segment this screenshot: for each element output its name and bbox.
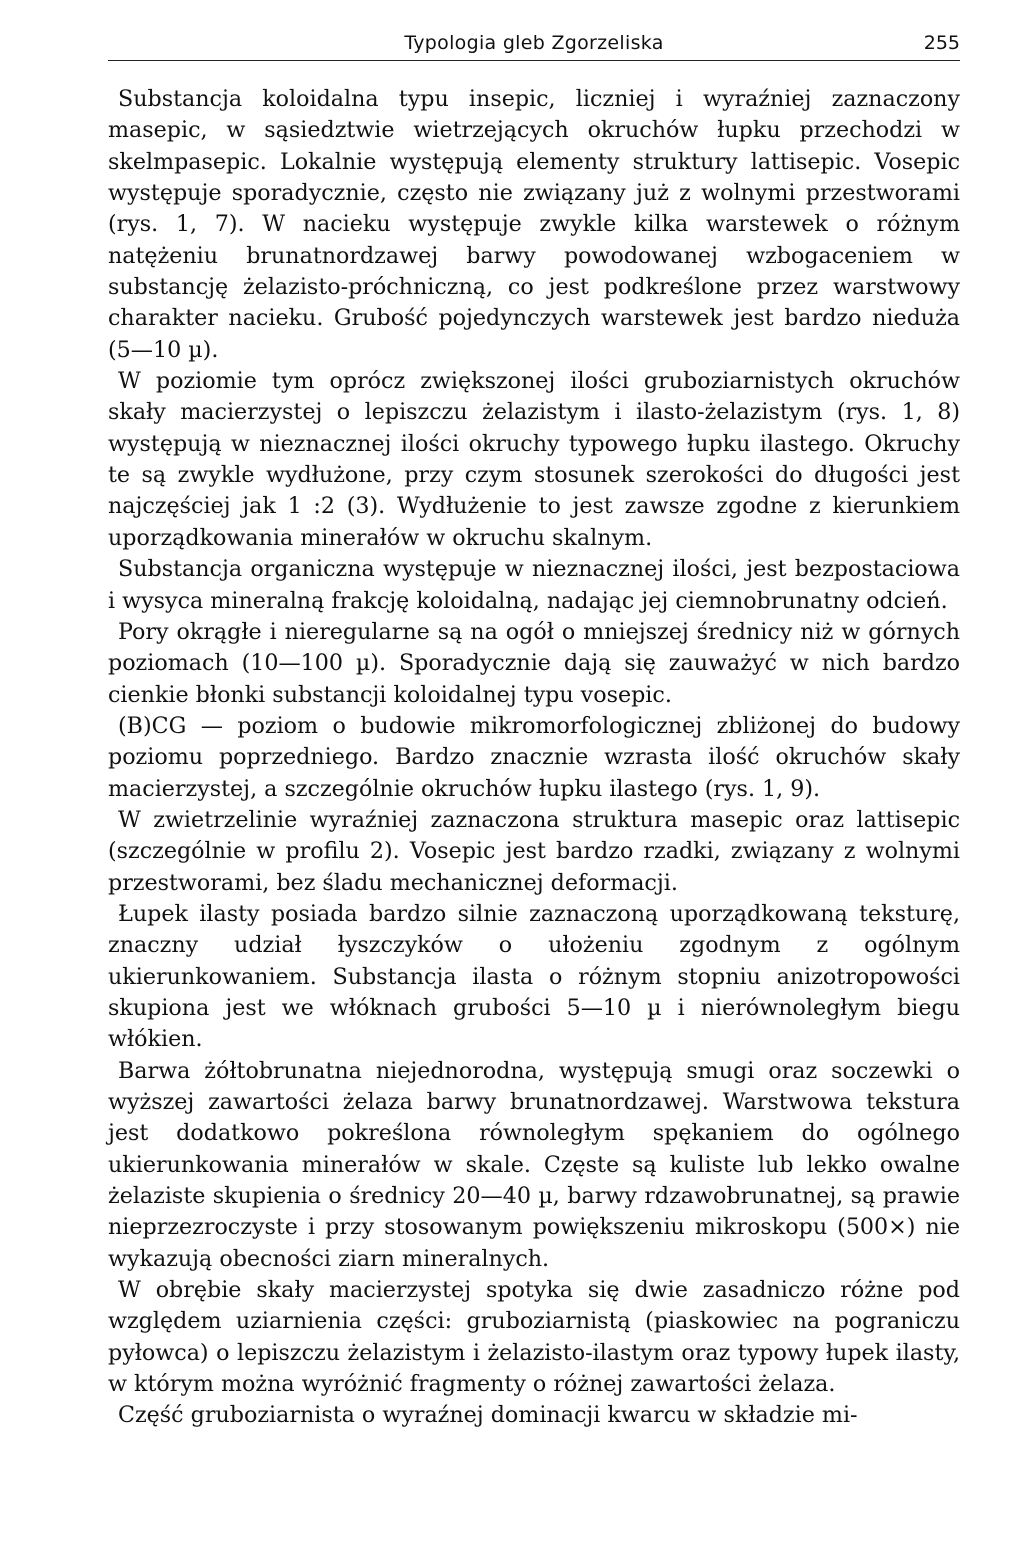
- paragraph: Część gruboziarnista o wyraźnej dominacji kwarcu w składzie mi-: [118, 1402, 858, 1429]
- paragraph: Barwa żółtobrunatna niejednorodna, występują smugi oraz soczewki o wyższej zawartości żelaza barwy brunatnordzawej. Warstwowa tekstura jest dodatkowo pokreślona równoległym spękaniem do ogólnego ukierunkowania minerałów w skale. Częste są kuliste lub lekko owalne żelaziste skupienia o średnicy 20—40 µ, barwy rdzawobrunatnej, są prawie nieprzezroczyste i przy stosowanym powiększeniu mikroskopu (500×) nie wykazują obecności ziarn mineralnych.: [108, 1057, 960, 1272]
- body-text: [108, 84, 960, 1432]
- paragraph: Substancja koloidalna typu insepic, liczniej i wyraźniej zaznaczony masepic, w sąsiedztwie wietrzejących okruchów łupku przechodzi w skelmpasepic. Lokalnie występują elementy struktury lattisepic. Vosepic występuje sporadycznie, często nie związany już z wolnymi przestworami (rys. 1, 7). W nacieku występuje zwykle kilka warstewek o różnym natężeniu brunatnordzawej barwy powodowanej wzbogaceniem w substancję żelazisto-próchniczną, co jest podkreślone przez warstwowy charakter nacieku. Grubość pojedynczych warstewek jest bardzo nieduża (5—10 µ).: [108, 86, 960, 363]
- page-number: 255: [923, 32, 960, 54]
- paragraph: Substancja organiczna występuje w nieznacznej ilości, jest bezpostaciowa i wysyca mineralną frakcję koloidalną, nadając jej ciemnobrunatny odcień.: [108, 556, 960, 614]
- paragraph: W zwietrzelinie wyraźniej zaznaczona struktura masepic oraz lattisepic (szczególnie w profilu 2). Vosepic jest bardzo rzadki, związany z wolnymi przestworami, bez śladu mechanicznej deformacji.: [108, 806, 960, 896]
- paragraph: (B)CG — poziom o budowie mikromorfologicznej zbliżonej do budowy poziomu poprzedniego. Bardzo znacznie wzrasta ilość okruchów skały macierzystej, a szczególnie okruchów łupku ilastego (rys. 1, 9).: [108, 712, 960, 802]
- paragraph: Łupek ilasty posiada bardzo silnie zaznaczoną uporządkowaną teksturę, znaczny udział łyszczyków o ułożeniu zgodnym z ogólnym ukierunkowaniem. Substancja ilasta o różnym stopniu anizotropowości skupiona jest we włóknach grubości 5—10 µ i nierównoległym biegu włókien.: [108, 900, 960, 1053]
- paragraph: W obrębie skały macierzystej spotyka się dwie zasadniczo różne pod względem uziarnienia części: gruboziarnistą (piaskowiec na pograniczu pyłowca) o lepiszczu żelazistym i żelazisto-ilastym oraz typowy łupek ilasty, w którym można wyróżnić fragmenty o różnej zawartości żelaza.: [108, 1277, 960, 1398]
- paragraph: W poziomie tym oprócz zwiększonej ilości gruboziarnistych okruchów skały macierzystej o lepiszczu żelazistym i ilasto-żelazistym (rys. 1, 8) występują w nieznacznej ilości okruchy typowego łupku ilastego. Okruchy te są zwykle wydłużone, przy czym stosunek szerokości do długości jest najczęściej jak 1 :2 (3). Wydłużenie to jest zawsze zgodne z kierunkiem uporządkowania minerałów w okruchu skalnym.: [108, 368, 960, 551]
- running-title: Typologia gleb Zgorzeliska: [404, 32, 664, 54]
- paragraph: Pory okrągłe i nieregularne są na ogół o mniejszej średnicy niż w górnych poziomach (10—100 µ). Sporadycznie dają się zauważyć w nich bardzo cienkie błonki substancji koloidalnej typu vosepic.: [108, 618, 960, 708]
- page-header: [108, 28, 960, 61]
